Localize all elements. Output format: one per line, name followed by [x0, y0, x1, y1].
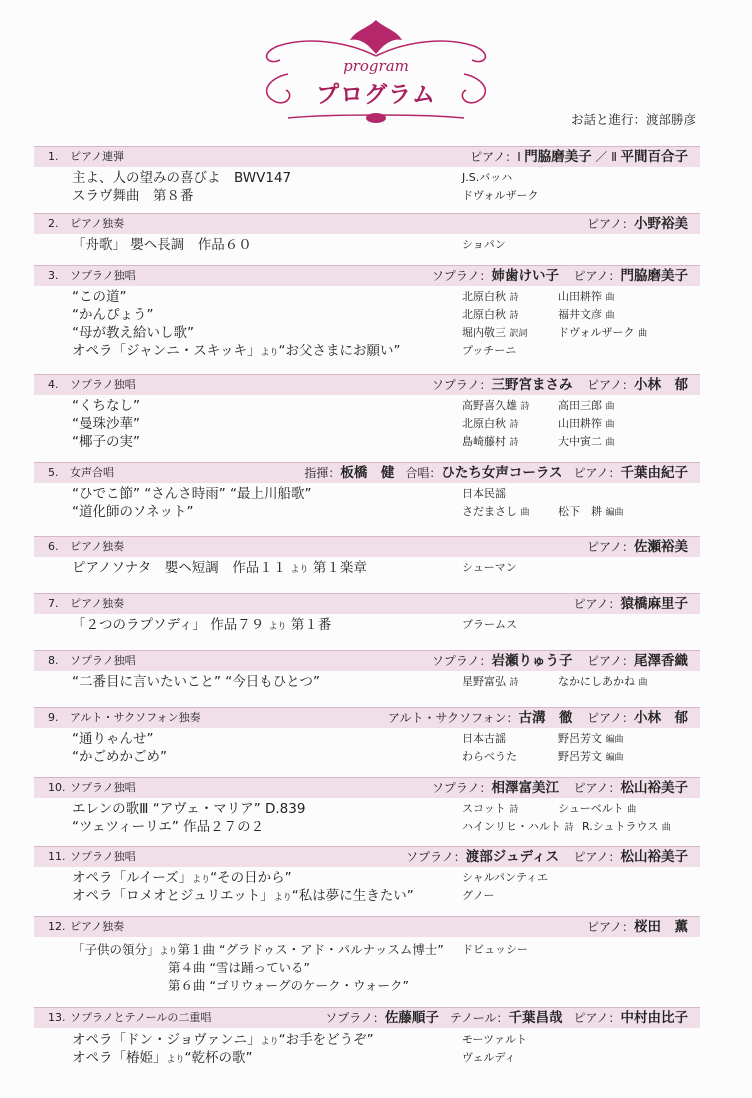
program-item-1	[34, 146, 700, 205]
text: ピアノ：	[573, 781, 621, 795]
piece-row	[34, 306, 700, 324]
piece-row	[34, 1049, 700, 1067]
text: 第１番	[290, 617, 332, 633]
text: エレンの歌Ⅲ “アヴェ・マリア” D.839	[72, 801, 306, 817]
item-header-bar	[34, 650, 700, 671]
credit	[462, 433, 519, 452]
text: 松下 耕	[558, 505, 602, 518]
text: 山田耕筰	[558, 417, 602, 430]
text: 渡部ジュディス	[465, 849, 559, 865]
text: “この道”	[72, 289, 127, 305]
text: ピアノ：	[586, 217, 634, 231]
program-item-8	[34, 650, 700, 691]
text: “かごめかごめ”	[72, 749, 167, 765]
item-header-bar	[34, 593, 700, 614]
piece-row	[34, 342, 700, 360]
text: ピアノ：	[573, 1011, 621, 1025]
text: わらべうた	[462, 750, 517, 763]
text: 詩	[509, 678, 519, 688]
text: 2.	[48, 217, 59, 230]
text: 5.	[48, 466, 59, 479]
text: “お父さまにお願い”	[278, 343, 401, 359]
text: 3.	[48, 269, 59, 282]
text: ソプラノ独唱	[70, 269, 136, 282]
text: 曲	[605, 420, 615, 430]
text: ソプラノ独唱	[70, 378, 136, 391]
credit	[558, 673, 648, 692]
text: ソプラノとテノールの二重唱	[70, 1011, 212, 1024]
text: “かんぴょう”	[72, 307, 154, 323]
text: ピアノ独奏	[70, 920, 125, 933]
program-item-12	[34, 916, 700, 995]
text: アルト・サクソフォン：	[388, 711, 519, 725]
performers	[325, 1008, 688, 1029]
text: 曲	[605, 402, 615, 412]
piece-title	[72, 941, 444, 961]
text: 10.	[48, 781, 66, 794]
program-title: プログラム	[316, 82, 436, 108]
credit	[558, 324, 647, 343]
performers	[432, 375, 688, 396]
text: 猿橋麻里子	[620, 596, 688, 612]
text: 編曲	[605, 753, 624, 763]
item-header-bar	[34, 916, 700, 937]
piece-row	[34, 800, 700, 818]
item-header-bar	[34, 846, 700, 867]
program-item-5	[34, 462, 700, 521]
text: 編曲	[605, 735, 624, 745]
text: 12.	[48, 920, 66, 933]
text: ブラームス	[462, 618, 517, 631]
text: より	[159, 947, 178, 957]
item-header-bar	[34, 146, 700, 167]
piece-title	[72, 342, 400, 362]
performers	[432, 266, 688, 287]
performers	[587, 537, 688, 558]
credit	[462, 673, 519, 692]
text: R.シュトラウス	[582, 820, 659, 833]
text: 北原白秋	[462, 417, 506, 430]
piece-row	[34, 887, 700, 905]
text: より	[268, 622, 287, 632]
performers	[470, 147, 688, 168]
composer: J.S.バッハ	[462, 171, 513, 184]
credit	[558, 730, 624, 749]
credit	[558, 503, 624, 522]
text: 第１楽章	[312, 560, 367, 576]
text: 曲	[605, 293, 615, 303]
piece-row	[34, 977, 700, 995]
text: 第４曲 “雪は踊っている”	[168, 960, 310, 975]
text: シューマン	[462, 561, 517, 574]
text: テノール：	[449, 1011, 509, 1025]
text: より	[290, 565, 309, 575]
text: ソプラノ独唱	[70, 654, 136, 667]
text: 4.	[48, 378, 59, 391]
credit	[462, 503, 530, 522]
text: ハインリヒ・ハルト	[462, 820, 561, 833]
text: “道化師のソネット”	[72, 504, 194, 520]
text: ピアノ独奏	[70, 597, 125, 610]
credit	[462, 415, 519, 434]
text: ／ Ⅱ	[595, 150, 617, 164]
text: “ツェツィーリエ” 作品２７の２	[72, 819, 265, 835]
text: モーツァルト	[462, 1033, 528, 1046]
text: 詩	[509, 805, 519, 815]
text: 松山裕美子	[620, 849, 688, 865]
text: ピアノ独奏	[70, 217, 125, 230]
item-header-bar	[34, 462, 700, 483]
performers	[432, 651, 688, 672]
piece-row	[34, 324, 700, 342]
text: “ひでこ節” “さんさ時雨” “最上川船歌”	[72, 486, 312, 502]
text: 相澤富美江	[491, 780, 559, 796]
item-header-bar	[34, 374, 700, 395]
credit	[558, 433, 615, 452]
text: 佐瀬裕美	[634, 539, 688, 555]
text: より	[260, 348, 279, 358]
text: 板橋 健	[340, 465, 395, 481]
program-title-en: program	[343, 57, 409, 75]
program-item-6	[34, 536, 700, 577]
text: 山田耕筰	[558, 290, 602, 303]
piece-title	[72, 616, 331, 636]
text: ドビュッシー	[462, 943, 528, 956]
text: 曲	[605, 311, 615, 321]
text: 島崎藤村	[462, 435, 506, 448]
text: 三野宮まさみ	[491, 377, 573, 393]
text: グノー	[462, 889, 495, 902]
piece-row	[34, 415, 700, 433]
text: シューベルト	[558, 802, 624, 815]
piece-title	[72, 1049, 253, 1069]
text: ソプラノ独唱	[70, 781, 136, 794]
item-category: ピアノ連弾	[70, 150, 125, 163]
text: 「舟歌」 嬰ヘ長調 作品６０	[72, 237, 252, 253]
text: 詩	[520, 402, 530, 412]
text: 古溝 徹	[518, 710, 573, 726]
text: ピアノ：	[586, 378, 634, 392]
text: ピアノ：	[586, 654, 634, 668]
program-item-9	[34, 707, 700, 766]
text: 姉歯けい子	[491, 268, 559, 284]
program-item-10	[34, 777, 700, 836]
piece-row	[34, 818, 700, 836]
credit	[462, 324, 528, 343]
credit	[462, 800, 518, 819]
text: ピアノ：	[586, 920, 634, 934]
text: ソプラノ：	[431, 378, 492, 392]
text: ソプラノ：	[431, 269, 492, 283]
text: 門脇磨美子	[620, 268, 688, 284]
text: オペラ「椿姫」	[72, 1050, 167, 1066]
piece-row	[34, 869, 700, 887]
performers	[573, 594, 688, 615]
text: 女声合唱	[70, 466, 114, 479]
mc-credit: お話と進行：渡部勝彦	[570, 112, 696, 127]
text: 詩	[509, 420, 519, 430]
text: 訳詞	[509, 329, 528, 339]
item-header-bar	[34, 1007, 700, 1028]
credit	[462, 818, 574, 837]
item-header-bar	[34, 213, 700, 234]
program-item-3	[34, 265, 700, 360]
performers	[304, 463, 688, 484]
text: ピアノ：	[573, 269, 621, 283]
program-item-4	[34, 374, 700, 451]
text: 大中寅二	[558, 435, 602, 448]
text: 野呂芳文	[558, 750, 602, 763]
text: ピアノ：Ⅰ	[470, 150, 521, 164]
credit	[462, 397, 530, 416]
text: 第１曲 “グラドゥス・アド・パルナッスム博士”	[177, 942, 444, 957]
piece-title: 主よ、人の望みの喜びよ BWV147	[72, 170, 292, 186]
text: 8.	[48, 654, 59, 667]
piece-row	[34, 485, 700, 503]
text: 福井文彦	[558, 308, 602, 321]
piece-row	[34, 187, 700, 205]
text: アルト・サクソフォン独奏	[70, 711, 201, 724]
performers	[388, 708, 688, 729]
performers	[587, 214, 688, 235]
credit	[462, 306, 519, 325]
piece-row	[34, 616, 700, 634]
performer-name: 門脇磨美子	[524, 149, 592, 165]
text: 北原白秋	[462, 308, 506, 321]
text: 小林 郁	[634, 710, 688, 726]
piece-title	[72, 559, 367, 579]
text: 千葉昌哉	[508, 1010, 563, 1026]
text: ソプラノ：	[431, 781, 492, 795]
text: 岩瀬りゅう子	[491, 653, 573, 669]
performers	[432, 778, 688, 799]
text: 松山裕美子	[620, 780, 688, 796]
text: 日本民謡	[462, 487, 506, 500]
text: 野呂芳文	[558, 732, 602, 745]
credit	[462, 288, 519, 307]
text: 尾澤香織	[634, 653, 688, 669]
text: より	[260, 1037, 279, 1047]
text: ピアノ：	[586, 540, 634, 554]
text: プッチーニ	[462, 344, 517, 357]
piece-row	[34, 288, 700, 306]
text: “乾杯の歌”	[184, 1050, 253, 1066]
piece-row	[34, 941, 700, 959]
item-number: 1.	[48, 150, 59, 163]
text: 11.	[48, 850, 66, 863]
piece-row	[34, 236, 700, 254]
text: ソプラノ独唱	[70, 850, 136, 863]
text: “私は夢に生きたい”	[291, 888, 414, 904]
text: オペラ「ルイーズ」	[72, 870, 193, 886]
text: 桜田 薫	[634, 919, 688, 935]
text: 合唱：	[405, 466, 442, 480]
piece-title	[72, 869, 292, 889]
text: ひたち女声コーラス	[441, 465, 563, 481]
credit	[558, 800, 636, 819]
piece-title	[72, 887, 414, 907]
piece-row	[34, 559, 700, 577]
text: 第６曲 “ゴリウォーグのケーク・ウォーク”	[168, 978, 409, 993]
text: 「子供の領分」	[72, 942, 160, 957]
piece-row	[34, 748, 700, 766]
text: 曲	[638, 678, 648, 688]
text: 曲	[661, 823, 671, 833]
text: “曼珠沙華”	[72, 416, 140, 432]
text: 北原白秋	[462, 290, 506, 303]
text: なかにしあかね	[558, 675, 635, 688]
text: 高野喜久雄	[462, 399, 517, 412]
text: “その日から”	[210, 870, 292, 886]
text: “二番目に言いたいこと” “今日もひとつ”	[72, 674, 320, 690]
text: より	[273, 893, 292, 903]
text: 小林 郁	[634, 377, 688, 393]
text: 曲	[605, 438, 615, 448]
text: より	[192, 875, 211, 885]
text: さだまさし	[462, 505, 517, 518]
text: オペラ「ロメオとジュリエット」	[72, 888, 274, 904]
performer-name: 平間百合子	[620, 149, 688, 165]
piece-title: スラヴ舞曲 第８番	[72, 188, 194, 204]
performers	[406, 847, 688, 868]
text: ピアノ：	[573, 850, 621, 864]
program-item-11	[34, 846, 700, 905]
text: 詩	[509, 438, 519, 448]
text: 中村由比子	[620, 1010, 688, 1026]
piece-row	[34, 1031, 700, 1049]
text: ピアノソナタ 嬰ヘ短調 作品１１	[72, 560, 287, 576]
credit	[558, 397, 615, 416]
text: 9.	[48, 711, 59, 724]
text: オペラ「ジャンニ・スキッキ」	[72, 343, 261, 359]
piece-row	[34, 169, 700, 187]
text: ソプラノ：	[325, 1011, 385, 1025]
text: 佐藤順子	[384, 1010, 439, 1026]
text: 日本古謡	[462, 732, 506, 745]
text: ソプラノ：	[431, 654, 492, 668]
credit	[582, 818, 671, 837]
text: “母が教え給いし歌”	[72, 325, 194, 341]
credit	[558, 748, 624, 767]
text: “くちなし”	[72, 398, 140, 414]
text: ピアノ：	[573, 597, 621, 611]
piece-row	[34, 959, 700, 977]
text: 曲	[638, 329, 648, 339]
text: “お手をどうぞ”	[278, 1032, 374, 1048]
text: シャルパンティエ	[462, 871, 549, 884]
text: 高田三郎	[558, 399, 602, 412]
item-header-bar	[34, 707, 700, 728]
text: 6.	[48, 540, 59, 553]
piece-row	[34, 433, 700, 451]
program-item-13	[34, 1007, 700, 1067]
piece-row	[34, 730, 700, 748]
text: “通りゃんせ”	[72, 731, 154, 747]
text: ショパン	[462, 238, 506, 251]
credit	[558, 288, 615, 307]
text: ドヴォルザーク	[558, 326, 635, 339]
performers	[587, 917, 688, 938]
text: 詩	[564, 823, 574, 833]
item-header-bar	[34, 536, 700, 557]
text: 「２つのラプソディ」 作品７９	[72, 617, 265, 633]
credit	[558, 306, 615, 325]
text: 編曲	[605, 508, 624, 518]
text: 星野富弘	[462, 675, 506, 688]
piece-title	[72, 1031, 374, 1051]
text: “椰子の実”	[72, 434, 140, 450]
text: スコット	[462, 802, 506, 815]
program-item-7	[34, 593, 700, 634]
program-item-2	[34, 213, 700, 254]
text: ピアノ独奏	[70, 540, 125, 553]
text: より	[166, 1055, 185, 1065]
text: 詩	[509, 293, 519, 303]
text: 詩	[509, 311, 519, 321]
text: ヴェルディ	[462, 1051, 516, 1064]
text: ピアノ：	[586, 711, 634, 725]
text: 曲	[627, 805, 637, 815]
text: 千葉由紀子	[620, 465, 688, 481]
performer-name: 小野裕美	[634, 216, 688, 232]
text: 指揮：	[304, 466, 341, 480]
text: ピアノ：	[573, 466, 621, 480]
text: 堀内敬三	[462, 326, 506, 339]
piece-row	[34, 673, 700, 691]
item-header-bar	[34, 777, 700, 798]
piece-row	[34, 503, 700, 521]
header	[0, 0, 752, 140]
text: 曲	[520, 508, 530, 518]
composer: ドヴォルザーク	[462, 189, 539, 202]
piece-row	[34, 397, 700, 415]
text: オペラ「ドン・ジョヴァンニ」	[72, 1032, 261, 1048]
text: 7.	[48, 597, 59, 610]
text: ソプラノ：	[406, 850, 466, 864]
text: 13.	[48, 1011, 66, 1024]
credit	[558, 415, 615, 434]
item-header-bar	[34, 265, 700, 286]
